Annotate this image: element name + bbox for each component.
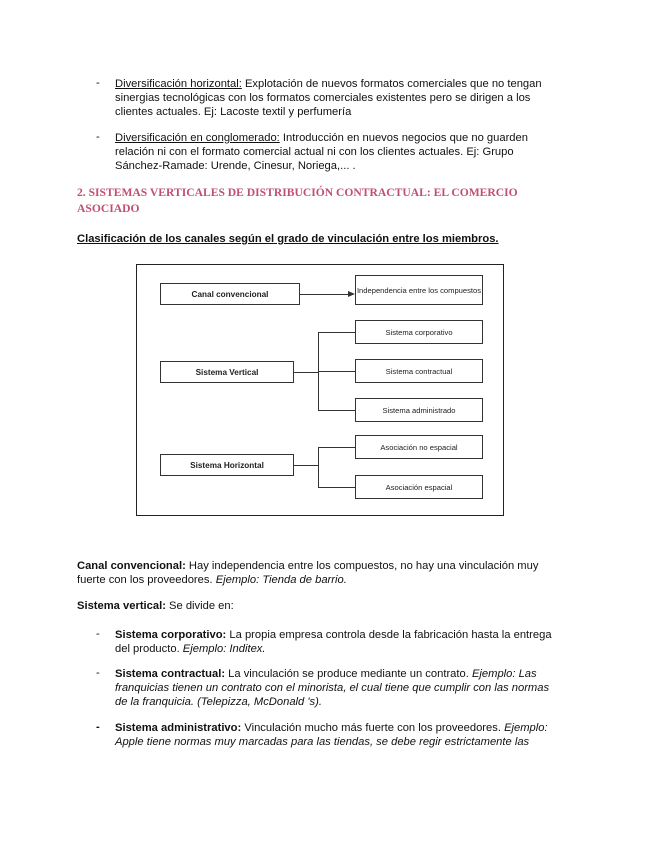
box-independencia: Independencia entre los compuestos <box>355 275 483 305</box>
box-sistema-vertical: Sistema Vertical <box>160 361 294 383</box>
section-heading-line: 2. SISTEMAS VERTICALES DE DISTRIBUCIÓN CONTRACTUAL: EL COMERCIO <box>77 186 518 199</box>
section-heading-line: ASOCIADO <box>77 202 140 215</box>
bullet-diversificacion-conglomerado <box>115 131 585 173</box>
bullet-marker: - <box>96 628 100 640</box>
example-text: Ejemplo: <box>504 722 548 734</box>
bullet-diversificacion-horizontal <box>115 77 585 119</box>
connector-line <box>300 294 350 295</box>
box-asociacion-no-espacial: Asociación no espacial <box>355 435 483 459</box>
bullet-marker: - <box>96 721 100 733</box>
section-heading <box>77 185 518 217</box>
arrow-head-icon <box>348 291 355 297</box>
bullet-marker: - <box>96 77 100 89</box>
bullet-title: Sistema contractual: <box>115 668 226 680</box>
term: Canal convencional: <box>77 560 186 572</box>
box-canal-convencional: Canal convencional <box>160 283 300 305</box>
example-text: Ejemplo: Las <box>471 668 537 680</box>
connector-line <box>318 447 319 487</box>
bullet-sistema-contractual <box>115 667 585 709</box>
connector-line <box>318 371 355 372</box>
connector-line <box>318 487 355 488</box>
bullet-text: del producto. <box>115 643 183 655</box>
bullet-text: La propia empresa controla desde la fabricación hasta la entrega <box>226 629 552 641</box>
paragraph-text: fuerte con los proveedores. <box>77 574 216 586</box>
classification-subheading: Clasificación de los canales según el grado de vinculación entre los miembros. <box>77 233 499 245</box>
box-asociacion-espacial: Asociación espacial <box>355 475 483 499</box>
box-sistema-horizontal: Sistema Horizontal <box>160 454 294 476</box>
example-text: Ejemplo: Inditex. <box>182 643 266 655</box>
box-sistema-administrado: Sistema administrado <box>355 398 483 422</box>
connector-line <box>294 465 318 466</box>
bullet-title: Sistema corporativo: <box>115 629 227 641</box>
bullet-text: relación ni con el formato comercial actual ni con los clientes actuales. Ej: Grupo <box>115 146 514 158</box>
paragraph-text: Hay independencia entre los compuestos, no hay una vinculación muy <box>185 560 539 572</box>
example-text: franquicias tienen un contrato con el minorista, el cual tiene que cumplir con las normas <box>115 682 550 694</box>
bullet-title: Diversificación horizontal: <box>115 78 242 90</box>
connector-line <box>318 447 355 448</box>
example-text: Ejemplo: Tienda de barrio. <box>215 574 347 586</box>
canal-convencional-paragraph <box>77 559 577 587</box>
connector-line <box>318 410 355 411</box>
sistema-vertical-paragraph <box>77 599 234 613</box>
bullet-text: Sánchez-Ramade: Urende, Cinesur, Noriega,... . <box>115 160 356 172</box>
bullet-sistema-corporativo <box>115 628 585 656</box>
bullet-text: sinergias tecnológicas con los formatos comerciales existentes pero se dirigen a los <box>115 92 531 104</box>
bullet-text: Introducción en nuevos negocios que no guarden <box>279 132 528 144</box>
bullet-title: Diversificación en conglomerado: <box>115 132 280 144</box>
term: Sistema vertical: <box>77 600 166 612</box>
box-sistema-contractual: Sistema contractual <box>355 359 483 383</box>
bullet-text: Explotación de nuevos formatos comerciales que no tengan <box>241 78 542 90</box>
connector-line <box>318 332 355 333</box>
example-text: de la franquicia. (Telepizza, McDonald 's). <box>115 696 322 708</box>
bullet-text: La vinculación se produce mediante un contrato. <box>225 668 472 680</box>
box-sistema-corporativo: Sistema corporativo <box>355 320 483 344</box>
bullet-text: clientes actuales. Ej: Lacoste textil y perfumería <box>115 106 352 118</box>
connector-line <box>294 372 318 373</box>
bullet-marker: - <box>96 667 100 679</box>
bullet-sistema-administrativo <box>115 721 585 749</box>
bullet-text: Vinculación mucho más fuerte con los proveedores. <box>241 722 505 734</box>
channel-classification-diagram <box>136 264 504 516</box>
bullet-title: Sistema administrativo: <box>115 722 242 734</box>
bullet-marker: - <box>96 131 100 143</box>
example-text: Apple tiene normas muy marcadas para las tiendas, se debe regir estrictamente las <box>115 736 530 748</box>
paragraph-text: Se divide en: <box>165 600 234 612</box>
